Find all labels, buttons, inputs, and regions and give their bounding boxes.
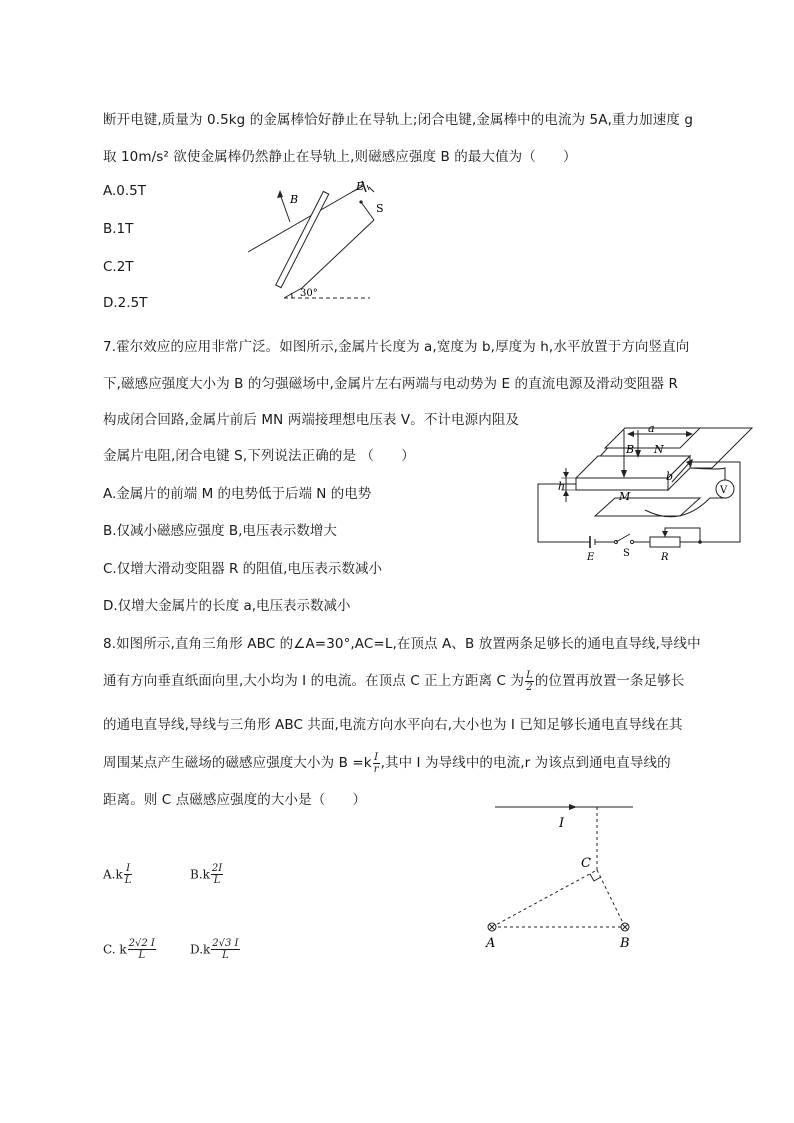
q7-option-d: D.仅增大金属片的长度 a,电压表示数减小 (103, 598, 351, 614)
q8-text-line1: 8.如图所示,直角三角形 ABC 的∠A=30°,AC=L,在顶点 A、B 放置两条足够长的通电直导线,导线中 (103, 636, 701, 652)
q6-label-s: S (376, 202, 384, 215)
q8-option-d: D.k $\frac{2√3 I}{L}$ (190, 938, 239, 961)
q7-label-h: h (558, 480, 566, 493)
q7-text-line3: 构成闭合回路,金属片前后 MN 两端接理想电压表 V。不计电源内阻及 (103, 412, 520, 428)
q8-label-C: C (581, 856, 591, 871)
q7-option-c: C.仅增大滑动变阻器 R 的阻值,电压表示数减小 (103, 561, 382, 577)
q7-figure-hall (530, 418, 760, 566)
q8-label-I: I (559, 816, 565, 831)
q8-current-into-page-b-icon (621, 923, 629, 931)
q7-text-line4: 金属片电阻,闭合电键 S,下列说法正确的是 （ ） (103, 448, 415, 464)
q7-label-N: N (654, 443, 664, 456)
q7-label-S: S (623, 548, 630, 559)
q7-label-M: M (619, 490, 631, 503)
q7-label-E: E (587, 552, 595, 563)
q8-text-line4-a: 周围某点产生磁场的磁感应强度大小为 B =k (103, 755, 372, 771)
q7-label-V: V (720, 485, 728, 496)
q7-label-R: R (661, 552, 669, 563)
q8-text-line2-b: 的位置再放置一条足够长 (534, 673, 685, 689)
q7-text-line1: 7.霍尔效应的应用非常广泛。如图所示,金属片长度为 a,宽度为 b,厚度为 h,水平放置于方向竖直向 (103, 339, 690, 355)
q8-text-line5: 距离。则 C 点磁感应强度的大小是（ ） (103, 792, 367, 808)
q7-label-a: a (648, 422, 655, 435)
q8-text-line2-a: 通有方向垂直纸面向里,大小均为 I 的电流。在顶点 C 正上方距离 C 为 (103, 673, 525, 689)
q8-current-into-page-a-icon (488, 923, 496, 931)
q7-text-line2: 下,磁感应强度大小为 B 的匀强磁场中,金属片左右两端与电动势为 E 的直流电源及滑动变阻器 R (103, 376, 679, 392)
q8-figure-triangle (475, 795, 640, 955)
q8-frac-l-over-2: $\frac{L}{2}$ (526, 669, 533, 693)
q6-label-b: B (290, 193, 299, 206)
q7-label-b: b (666, 470, 674, 483)
q6-option-d: D.2.5T (103, 295, 148, 311)
q6-figure-rails (240, 180, 390, 305)
q8-text-line4 (103, 751, 671, 775)
q8-option-c: C. k $\frac{2√2 I}{L}$ (103, 938, 155, 961)
q6-label-e: E (356, 180, 365, 193)
q6-option-c: C.2T (103, 259, 134, 275)
q7-label-B: B (626, 443, 635, 456)
q6-text-line2: 取 10m/s² 欲使金属棒仍然静止在导轨上,则磁感应强度 B 的最大值为（ ） (103, 149, 577, 165)
q6-text-line1: 断开电键,质量为 0.5kg 的金属棒恰好静止在导轨上;闭合电键,金属棒中的电流为 5A,重力加速度 g (103, 112, 694, 128)
q8-text-line2 (103, 669, 684, 693)
q8-label-B: B (620, 936, 630, 951)
q7-option-b: B.仅减小磁感应强度 B,电压表示数增大 (103, 523, 337, 539)
q8-text-line4-b: ,其中 I 为导线中的电流,r 为该点到通电直导线的 (380, 755, 671, 771)
q6-option-b: B.1T (103, 221, 134, 237)
q6-option-a: A.0.5T (103, 183, 147, 199)
q7-option-a: A.金属片的前端 M 的电势低于后端 N 的电势 (103, 486, 372, 502)
q6-label-angle: 30° (300, 288, 318, 299)
q8-frac-i-over-r: $\frac{I}{r}$ (373, 751, 379, 775)
q8-text-line3: 的通电直导线,导线与三角形 ABC 共面,电流方向水平向右,大小也为 I 已知足够长通电直导线在其 (103, 717, 683, 733)
q8-option-a: A.k $\frac{I}{L}$ (103, 863, 132, 886)
q8-label-A: A (486, 936, 496, 951)
q8-option-b: B.k $\frac{2I}{L}$ (190, 863, 223, 886)
